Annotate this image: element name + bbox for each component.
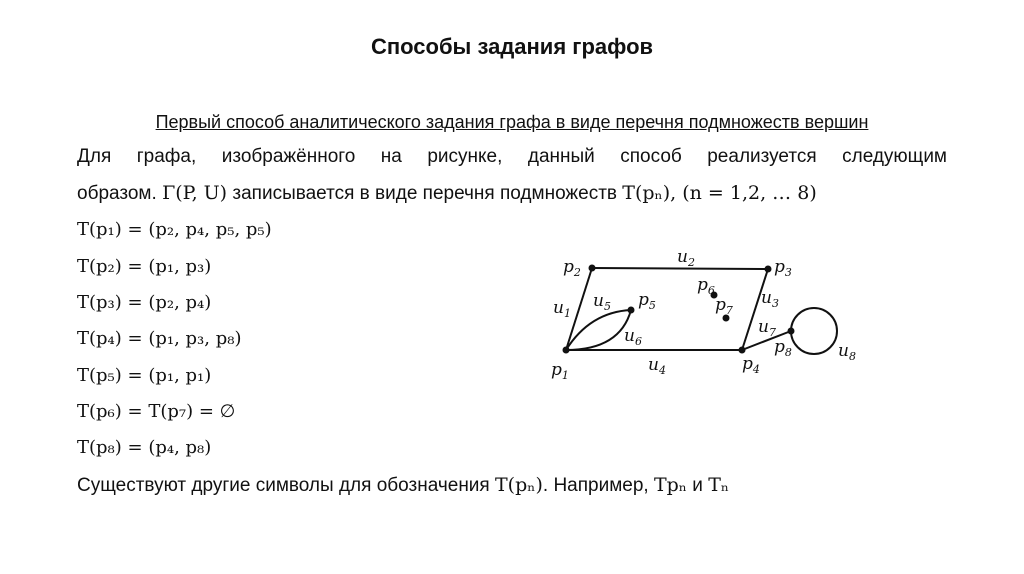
vertex-p8 (788, 328, 795, 335)
edge-label-u1: $u_1$ (553, 298, 571, 320)
intro-line-2 (77, 182, 817, 205)
formula-p3: T(p₃) = (p₂, p₄) (77, 292, 212, 313)
formula-p4: T(p₄) = (p₁, p₃, p₈) (77, 328, 242, 349)
vertex-label-p4: $p_4$ (742, 354, 760, 376)
vertex-label-p6: $p_6$ (697, 275, 715, 297)
footer-notation-1: T(pₙ) (495, 474, 543, 496)
edge-label-u5: $u_5$ (593, 291, 611, 313)
vertex-label-p1: $p_1$ (551, 360, 569, 382)
intro-text: образом. (77, 183, 163, 204)
formula-p1: T(p₁) = (p₂, p₄, p₅, p₅) (77, 219, 272, 240)
vertex-p2 (589, 265, 596, 272)
footer-text: Существуют другие символы для обозначения (77, 475, 495, 496)
subtitle: Первый способ аналитического задания графа в виде перечня подмножеств вершин (155, 112, 869, 132)
edge-u8 (791, 308, 837, 354)
intro-subsets-notation: T(pₙ), (n = 1,2, … 8) (622, 182, 817, 204)
edge-label-u6: $u_6$ (624, 326, 642, 348)
edge-label-u7: $u_7$ (758, 317, 776, 339)
vertex-label-p7: $p_7$ (715, 295, 733, 317)
footer-notation-3: Tₙ (708, 474, 730, 496)
footer-line (77, 474, 729, 497)
edge-u2 (592, 268, 768, 269)
slide-title: Способы задания графов (370, 34, 654, 59)
vertex-p1 (563, 347, 570, 354)
intro-text-2: записывается в виде перечня подмножеств (227, 183, 623, 204)
footer-text-2: . Например, (542, 475, 654, 496)
vertex-label-p8: $p_8$ (774, 337, 792, 359)
intro-line-1: Для графа, изображённого на рисунке, данный способ реализуется следующим (77, 146, 947, 167)
vertex-label-p2: $p_2$ (563, 257, 581, 279)
formula-p2: T(p₂) = (p₁, p₃) (77, 256, 212, 277)
graph-diagram (540, 240, 880, 390)
footer-text-3: и (687, 475, 709, 496)
vertex-label-p3: $p_3$ (774, 257, 792, 279)
formula-p6-p7: T(p₆) = T(p₇) = ∅ (77, 401, 236, 422)
vertex-label-p5: $p_5$ (638, 290, 656, 312)
vertex-p4 (739, 347, 746, 354)
intro-graph-notation: Γ(P, U) (162, 182, 228, 204)
formula-p8: T(p₈) = (p₄, p₈) (77, 437, 212, 458)
edge-label-u4: $u_4$ (648, 355, 666, 377)
edge-u3 (742, 269, 768, 350)
vertex-p3 (765, 266, 772, 273)
vertex-p5 (628, 307, 635, 314)
edge-label-u2: $u_2$ (677, 247, 695, 269)
edge-label-u3: $u_3$ (761, 288, 779, 310)
edge-label-u8: $u_8$ (838, 341, 856, 363)
formula-p5: T(p₅) = (p₁, p₁) (77, 365, 212, 386)
footer-notation-2: Tpₙ (653, 474, 688, 496)
